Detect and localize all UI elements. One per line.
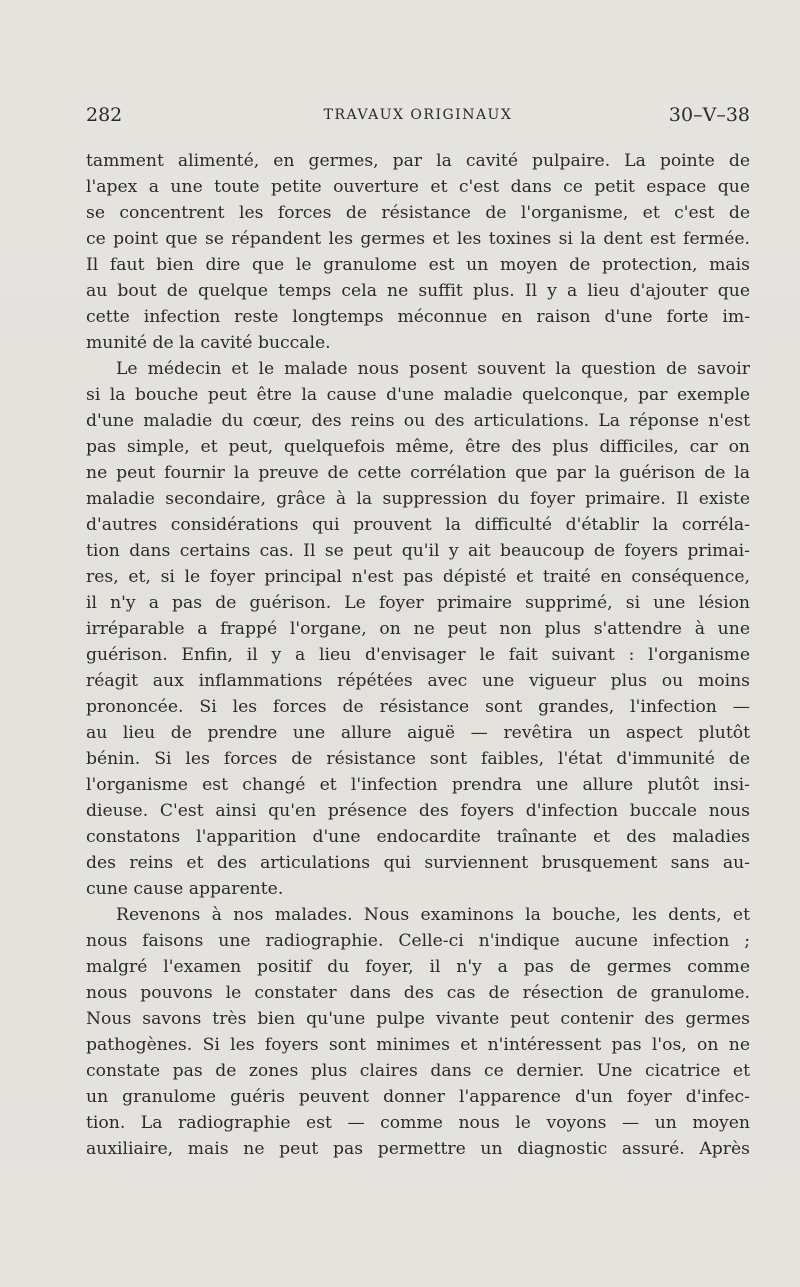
text-line: un granulome guéris peuvent donner l'apparence d'un foyer d'infec- [86,1087,750,1107]
running-title: TRAVAUX ORIGINAUX [323,107,513,123]
text-line: tion. La radiographie est — comme nous le voyons — un moyen [86,1113,750,1133]
text-line: Revenons à nos malades. Nous examinons la bouche, les dents, et [116,905,750,925]
text-line: malgré l'examen positif du foyer, il n'y a pas de germes comme [86,957,750,977]
text-line: irréparable a frappé l'organe, on ne peut non plus s'attendre à une [86,619,750,639]
text-line: pas simple, et peut, quelquefois même, être des plus difficiles, car on [86,437,750,457]
text-line: maladie secondaire, grâce à la suppression du foyer primaire. Il existe [86,489,750,509]
text-line: prononcée. Si les forces de résistance sont grandes, l'infection — [86,697,750,717]
text-line: il n'y a pas de guérison. Le foyer primaire supprimé, si une lésion [86,593,750,613]
text-line: ne peut fournir la preuve de cette corrélation que par la guérison de la [86,463,750,483]
text-line: tamment alimenté, en germes, par la cavité pulpaire. La pointe de [86,151,750,171]
text-line: dieuse. C'est ainsi qu'en présence des foyers d'infection buccale nous [86,801,750,821]
page-number: 282 [86,104,123,126]
text-line: d'autres considérations qui prouvent la difficulté d'établir la corréla- [86,515,750,535]
text-line: cette infection reste longtemps méconnue en raison d'une forte im- [86,307,750,327]
text-line: tion dans certains cas. Il se peut qu'il y ait beaucoup de foyers primai- [86,541,750,561]
text-line: l'organisme est changé et l'infection prendra une allure plutôt insi- [86,775,750,795]
text-line: constate pas de zones plus claires dans ce dernier. Une cicatrice et [86,1061,750,1081]
text-line: Il faut bien dire que le granulome est un moyen de protection, mais [86,255,750,275]
text-line: Nous savons très bien qu'une pulpe vivante peut contenir des germes [86,1009,750,1029]
text-line: bénin. Si les forces de résistance sont faibles, l'état d'immunité de [86,749,750,769]
text-line: munité de la cavité buccale. [86,333,331,353]
text-line: réagit aux inflammations répétées avec une vigueur plus ou moins [86,671,750,691]
issue-date: 30–V–38 [668,104,750,126]
body-text [86,148,750,1162]
text-line: nous faisons une radiographie. Celle-ci n'indique aucune infection ; [86,931,750,951]
text-line: pathogènes. Si les foyers sont minimes et n'intéressent pas l'os, on ne [86,1035,750,1055]
text-line: au lieu de prendre une allure aiguë — revêtira un aspect plutôt [86,723,750,743]
text-line: nous pouvons le constater dans des cas de résection de granulome. [86,983,750,1003]
text-line: cune cause apparente. [86,879,284,899]
running-header [86,104,750,130]
text-line: des reins et des articulations qui surviennent brusquement sans au- [86,853,750,873]
text-line: se concentrent les forces de résistance de l'organisme, et c'est de [86,203,750,223]
text-line: au bout de quelque temps cela ne suffit plus. Il y a lieu d'ajouter que [86,281,750,301]
text-line: auxiliaire, mais ne peut pas permettre un diagnostic assuré. Après [86,1139,750,1159]
text-line: si la bouche peut être la cause d'une maladie quelconque, par exemple [86,385,750,405]
text-line: constatons l'apparition d'une endocardite traînante et des maladies [86,827,750,847]
text-line: d'une maladie du cœur, des reins ou des articulations. La réponse n'est [86,411,750,431]
text-line: Le médecin et le malade nous posent souvent la question de savoir [116,359,750,379]
text-line: guérison. Enfin, il y a lieu d'envisager le fait suivant : l'organisme [86,645,750,665]
text-line: res, et, si le foyer principal n'est pas dépisté et traité en conséquence, [86,567,750,587]
text-line: l'apex a une toute petite ouverture et c'est dans ce petit espace que [86,177,750,197]
text-line: ce point que se répandent les germes et les toxines si la dent est fermée. [86,229,750,249]
